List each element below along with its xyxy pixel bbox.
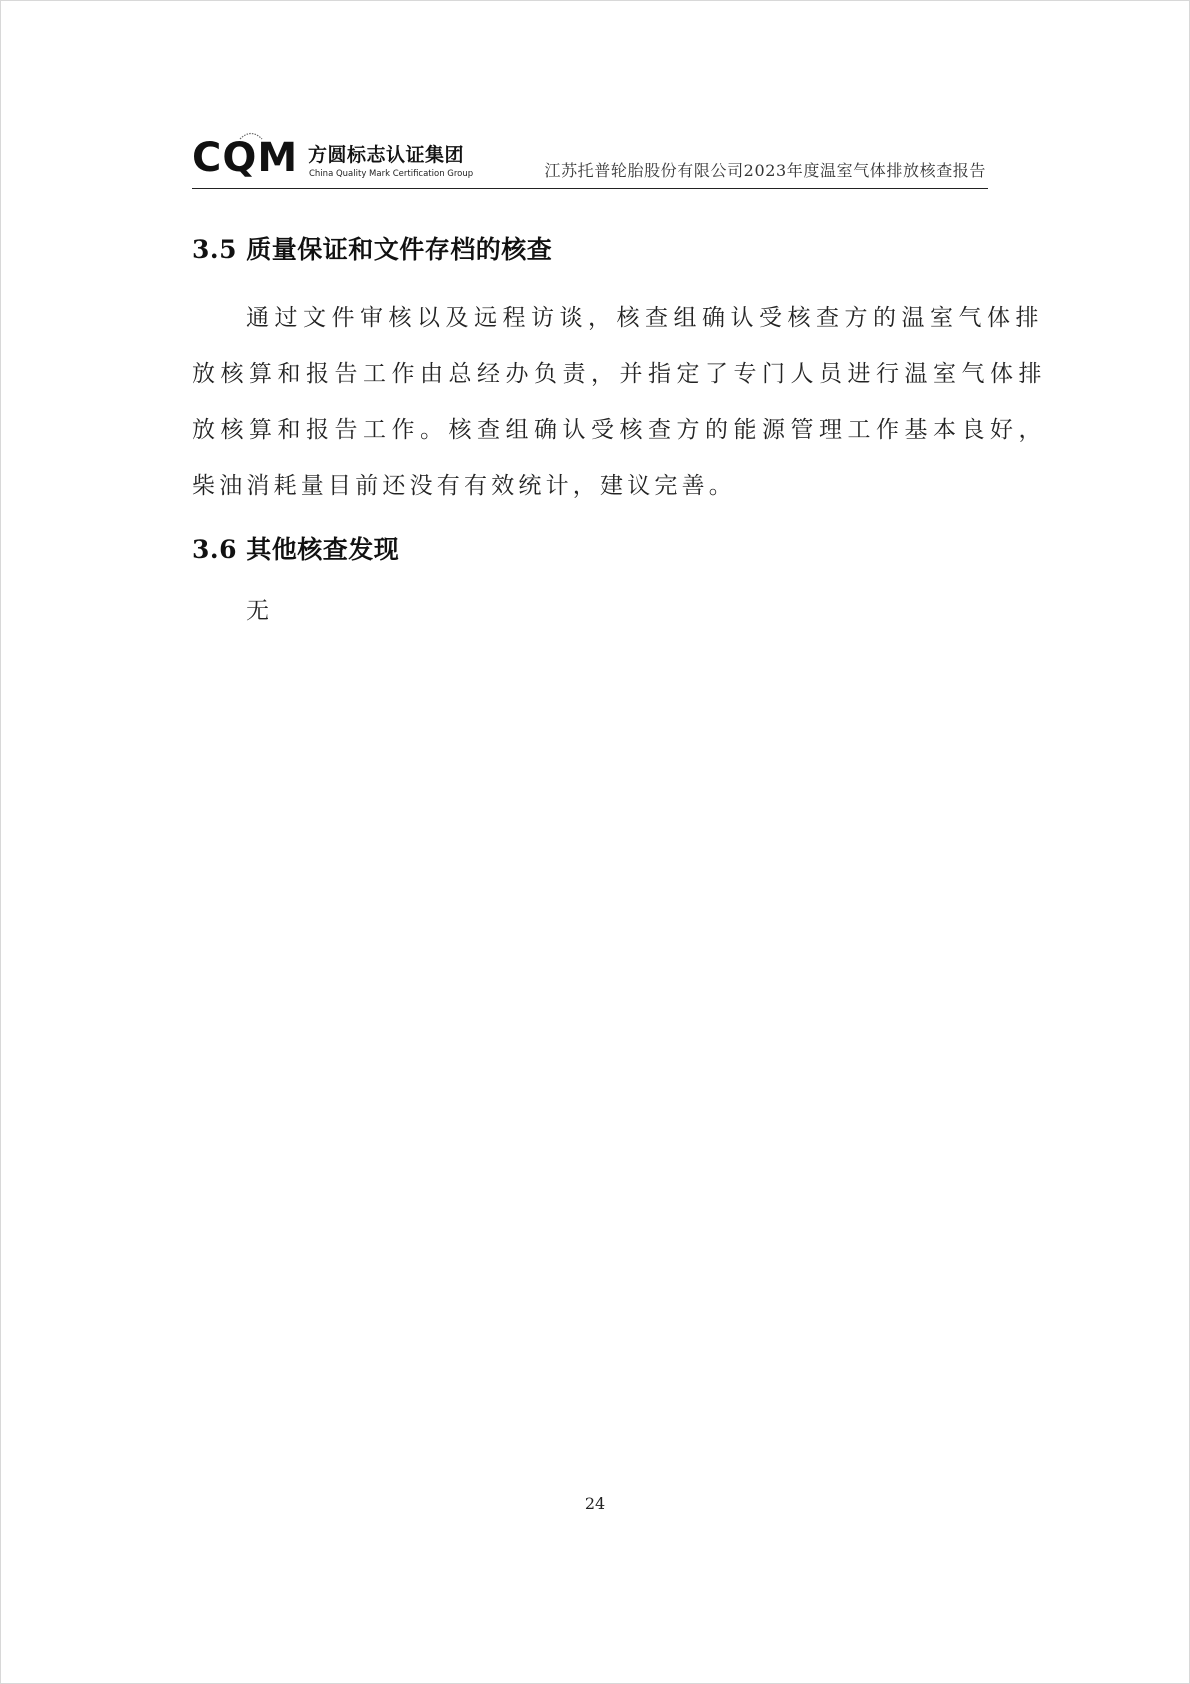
section-heading-3-5: 3.5 质量保证和文件存档的核查 [192,235,553,264]
page-header [192,128,988,189]
logo-chinese-name: 方圆标志认证集团 [308,144,465,166]
section-3-5-paragraph [192,290,1047,514]
paragraph-line: 通过文件审核以及远程访谈，核查组确认受核查方的温室气体排 [246,305,1044,331]
paragraph-line: 放核算和报告工作。核查组确认受核查方的能源管理工作基本良好， [192,417,1047,443]
paragraph-line: 放核算和报告工作由总经办负责，并指定了专门人员进行温室气体排 [192,361,1047,387]
logo-mark: CQM [192,135,299,181]
section-3-6-body: 无 [246,598,269,624]
report-title: 江苏托普轮胎股份有限公司2023年度温室气体排放核查报告 [544,161,986,180]
paragraph-line: 柴油消耗量目前还没有有效统计，建议完善。 [192,473,736,499]
section-heading-3-6: 3.6 其他核查发现 [192,535,400,564]
page-number: 24 [584,1494,606,1513]
logo-english-name: China Quality Mark Certification Group [309,169,474,179]
